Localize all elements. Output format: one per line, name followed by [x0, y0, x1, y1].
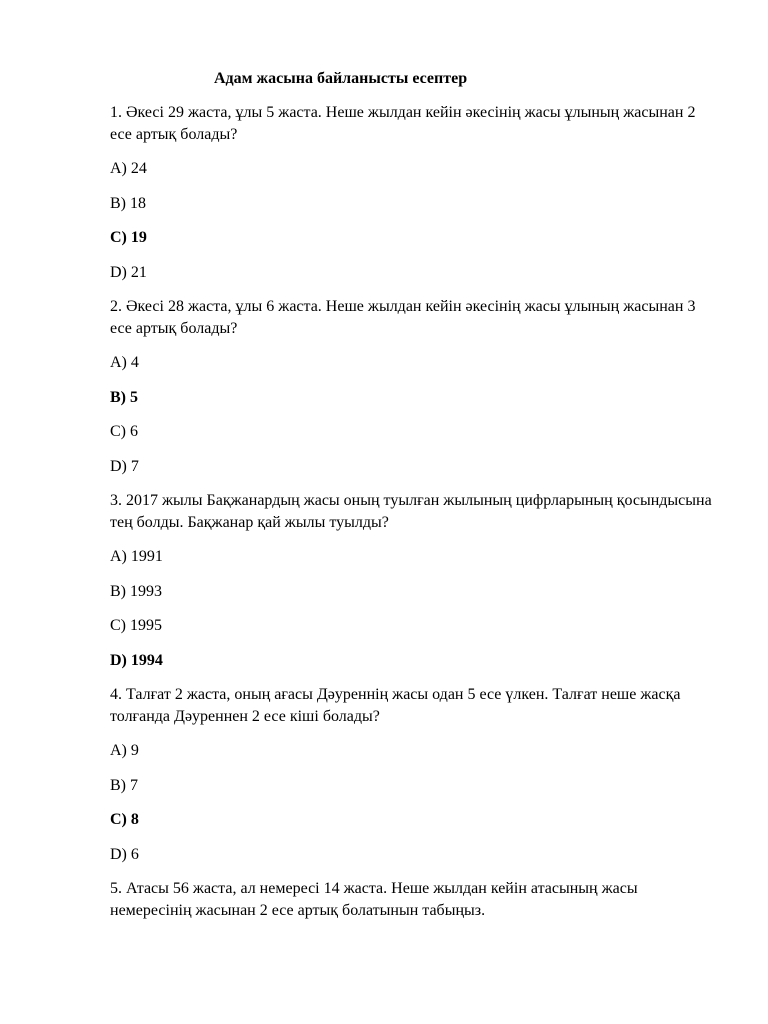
answer-option-d: D) 21 — [110, 263, 147, 281]
document-title: Адам жасына байланысты есептер — [214, 70, 468, 87]
answer-option-b: B) 18 — [110, 194, 146, 212]
answer-option-c: C) 1995 — [110, 617, 162, 634]
answer-option-a: A) 9 — [110, 742, 139, 759]
question-text: 1. Әкесі 29 жаста, ұлы 5 жаста. Неше жылдан кейін әкесінің жасы ұлының жасынан 2 есе артық болады? — [110, 104, 696, 143]
question-text: 4. Талғат 2 жаста, оның ағасы Дәуреннің жасы одан 5 есе үлкен. Талғат неше жасқа толғанда Дәуреннен 2 есе кіші болады? — [110, 686, 681, 725]
document-page — [110, 68, 720, 934]
answer-option-b: B) 7 — [110, 776, 138, 794]
question-block-2 — [110, 296, 720, 478]
question-block-1 — [110, 102, 720, 284]
question-text: 2. Әкесі 28 жаста, ұлы 6 жаста. Неше жылдан кейін әкесінің жасы ұлының жасынан 3 есе артық болады? — [110, 298, 696, 337]
answer-option-a: A) 1991 — [110, 548, 163, 565]
answer-option-b: B) 1993 — [110, 582, 162, 600]
answer-option-a: A) 24 — [110, 160, 147, 177]
question-block-5 — [110, 878, 720, 922]
answer-option-c: C) 6 — [110, 423, 138, 440]
answer-option-a: A) 4 — [110, 354, 139, 371]
question-text: 5. Атасы 56 жаста, ал немересі 14 жаста. Неше жылдан кейін атасының жасы немересінің жасынан 2 есе артық болатынын табыңыз. — [110, 880, 638, 919]
question-block-3 — [110, 490, 720, 672]
answer-option-d: D) 7 — [110, 457, 139, 475]
answer-option-c-correct: C) 19 — [110, 229, 147, 246]
question-block-4 — [110, 684, 720, 866]
answer-option-d-correct: D) 1994 — [110, 651, 163, 669]
question-text: 3. 2017 жылы Бақжанардың жасы оның туылған жылының цифрларының қосындысына тең болды. Бақжанар қай жылы туылды? — [110, 492, 712, 531]
answer-option-c-correct: C) 8 — [110, 811, 139, 828]
answer-option-b-correct: B) 5 — [110, 388, 138, 406]
answer-option-d: D) 6 — [110, 845, 139, 863]
